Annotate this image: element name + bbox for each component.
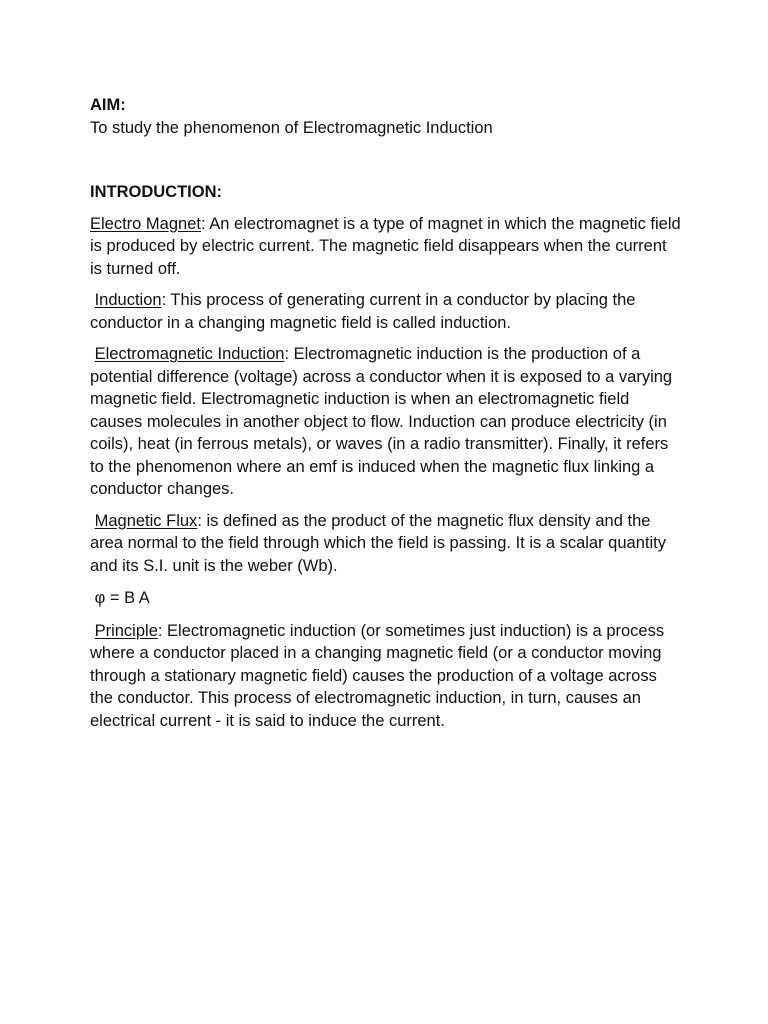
aim-text: To study the phenomenon of Electromagnetic Induction: [90, 118, 493, 137]
introduction-heading: INTRODUCTION:: [90, 183, 222, 201]
document-page: [90, 94, 682, 732]
term-electromagnetic-induction: Electromagnetic Induction: [94, 345, 285, 363]
definition-induction: : This process of generating current in a conductor by placing the conductor in a changing magnetic field is called induction.: [90, 291, 636, 332]
term-magnetic-flux: Magnetic Flux: [94, 511, 198, 530]
definition-electro-magnet: : An electromagnet is a type of magnet in which the magnetic field is produced by electric current. The magnetic field disappears when the current is turned off.: [90, 214, 681, 278]
flux-formula: φ = B A: [90, 589, 150, 607]
definition-magnetic-flux: : is defined as the product of the magnetic flux density and the area normal to the field through which the field is passing. It is a scalar quantity and its S.I. unit is the weber (Wb).: [90, 511, 666, 575]
paragraph-principle: [90, 620, 682, 733]
term-induction: Induction: [94, 291, 162, 309]
definition-principle: : Electromagnetic induction (or sometimes just induction) is a process where a conductor placed in a changing magnetic field (or a conductor moving through a stationary magnetic field) causes the production of a voltage across the conductor. This process of electromagnetic induction, in turn, causes an electrical current - it is said to induce the current.: [90, 621, 665, 730]
aim-heading: AIM:: [90, 96, 126, 114]
paragraph-electro-magnet: [90, 213, 682, 281]
paragraph-magnetic-flux: [90, 510, 682, 578]
term-principle: Principle: [94, 621, 158, 640]
paragraph-electromagnetic-induction: [90, 343, 682, 501]
definition-electromagnetic-induction: : Electromagnetic induction is the production of a potential difference (voltage) across a conductor when it is exposed to a varying magnetic field. Electromagnetic induction is when an electromagnetic field causes molecules in another object to flow. Induction can produce electricity (in coils), heat (in ferrous metals), or waves (in a radio transmitter). Finally, it refers to the phenomenon where an emf is induced when the magnetic flux linking a conductor changes.: [90, 345, 673, 498]
paragraph-induction: [90, 289, 682, 334]
term-electro-magnet: Electro Magnet: [90, 214, 201, 233]
